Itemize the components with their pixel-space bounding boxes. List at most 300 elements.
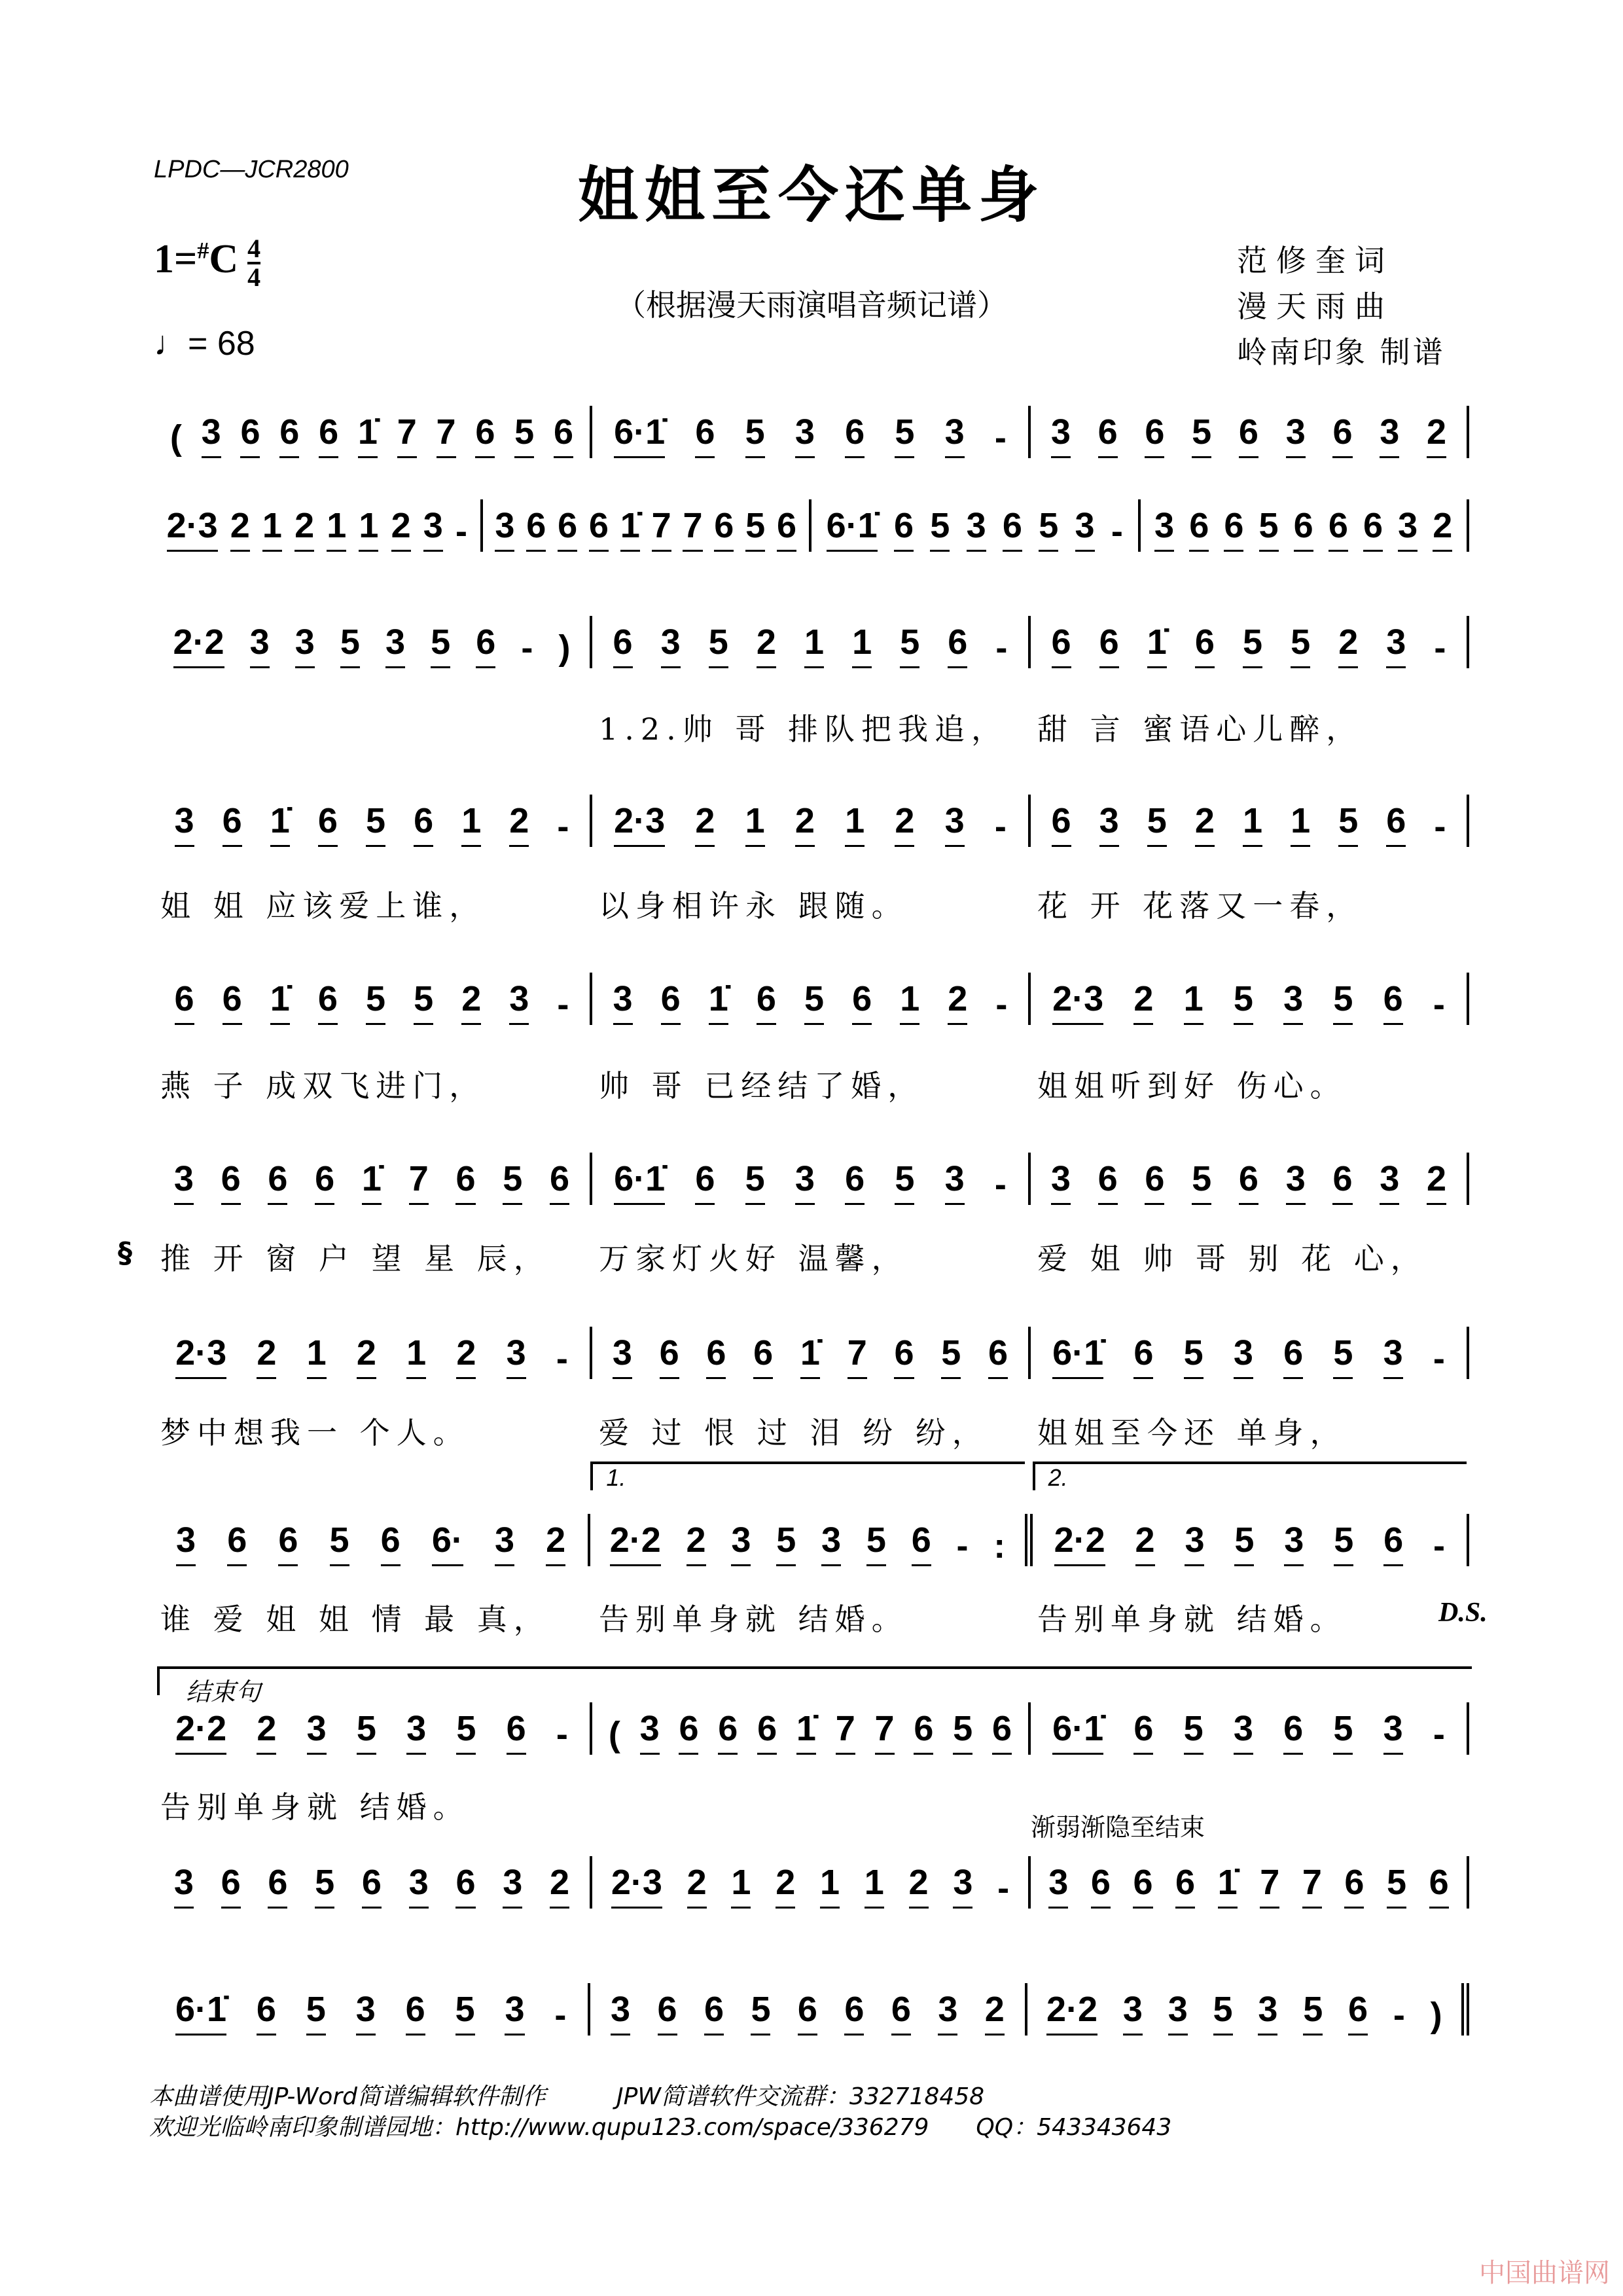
note: 1 xyxy=(307,1333,327,1379)
note: 6 xyxy=(777,505,796,552)
note: 3 xyxy=(1154,505,1174,552)
measure xyxy=(1031,1327,1469,1379)
note: 3 xyxy=(613,1333,632,1379)
note: 1 xyxy=(1243,800,1262,847)
tempo-marking: ♩= 68 xyxy=(154,325,255,363)
note: 1 xyxy=(820,1862,840,1909)
note: 5 xyxy=(340,622,360,668)
note: 6 xyxy=(1133,1333,1153,1379)
note: 3 xyxy=(175,800,194,847)
lyric-text: 告别单身就 结婚。 xyxy=(160,1789,470,1825)
note: - xyxy=(455,512,467,551)
note: 3 xyxy=(174,1862,194,1909)
measure xyxy=(1031,406,1469,458)
note: 6 xyxy=(1239,1158,1258,1205)
measure xyxy=(592,1856,1031,1909)
note: 3 xyxy=(295,622,315,668)
note: 6 xyxy=(1091,1862,1111,1909)
note: 1̇ xyxy=(1218,1862,1238,1909)
note: 6 xyxy=(660,1333,679,1379)
note: 3 xyxy=(945,412,965,458)
note: 6 xyxy=(753,1333,773,1379)
note: 3 xyxy=(1380,1158,1399,1205)
note: 5 xyxy=(366,800,385,847)
note: 6 xyxy=(475,412,495,458)
measure xyxy=(592,1702,1031,1755)
note: 6 xyxy=(1383,1520,1403,1566)
note: 6·1̇ xyxy=(614,1158,665,1205)
arranger-credit: 岭南印象 制谱 xyxy=(1237,334,1446,370)
note: 5 xyxy=(366,978,385,1025)
note: 5 xyxy=(709,622,728,668)
note: 1̇ xyxy=(620,505,640,552)
lyric-text: 梦中想我一 个人。 xyxy=(160,1415,470,1450)
measure xyxy=(154,1153,592,1205)
note: 6 xyxy=(381,1520,401,1566)
note: 6 xyxy=(706,1333,726,1379)
note: 5 xyxy=(900,622,919,668)
measure xyxy=(1027,1983,1469,2036)
time-denominator: 4 xyxy=(247,262,261,292)
note: 5 xyxy=(414,978,433,1025)
measure xyxy=(592,1153,1031,1205)
ending-bracket xyxy=(157,1666,1472,1706)
note: 5 xyxy=(1192,1158,1211,1205)
note: - xyxy=(554,1996,567,2035)
note: 3 xyxy=(1234,1708,1253,1755)
note: 2 xyxy=(687,1520,706,1566)
note: 3 xyxy=(1048,1862,1068,1909)
note: 3 xyxy=(356,1989,376,2036)
note: 5 xyxy=(776,1520,796,1566)
note: 5 xyxy=(1333,978,1353,1025)
note: 2 xyxy=(257,1708,276,1755)
note: 6 xyxy=(704,1989,724,2036)
note: 6 xyxy=(912,1520,931,1566)
note: 2 xyxy=(1135,1520,1155,1566)
lyrics-row xyxy=(154,1596,1469,1639)
staff-row xyxy=(154,1153,1469,1205)
measure xyxy=(1031,1153,1469,1205)
measure xyxy=(592,616,1031,668)
note: 6 xyxy=(455,1862,475,1909)
note: 6 xyxy=(757,1708,777,1755)
note: 6 xyxy=(1383,978,1403,1025)
note: 3 xyxy=(795,412,815,458)
note: 2 xyxy=(257,1333,276,1379)
measure xyxy=(592,795,1031,847)
note: 1 xyxy=(804,622,824,668)
note: 5 xyxy=(745,412,765,458)
note: 3 xyxy=(409,1862,429,1909)
segno-icon: § xyxy=(118,1236,132,1270)
note: - xyxy=(994,1165,1007,1204)
note: 6 xyxy=(1098,412,1118,458)
note: 5 xyxy=(330,1520,349,1566)
note: 5 xyxy=(456,1708,476,1755)
note: 2 xyxy=(550,1862,569,1909)
lyrics-row xyxy=(154,1062,1469,1105)
lyric-text: 谁 爱 姐 姐 情 最 真， xyxy=(160,1602,550,1637)
note: 3 xyxy=(250,622,270,668)
note: 6 xyxy=(558,505,577,552)
note: - xyxy=(556,1339,568,1378)
measure xyxy=(1031,1856,1469,1909)
note: 5 xyxy=(1147,800,1167,847)
note: 3 xyxy=(1258,1989,1277,2036)
note: ( xyxy=(169,418,182,457)
measure xyxy=(154,1327,592,1379)
lyric-text: 告别单身就 结婚。 xyxy=(599,1602,908,1637)
note: 6 xyxy=(315,1158,334,1205)
note: 2·2 xyxy=(1046,1989,1097,2036)
note: 3 xyxy=(1051,412,1071,458)
song-title: 姐姐至今还单身 xyxy=(577,160,1045,230)
lyric-text: 姐姐至今还 单身， xyxy=(1037,1415,1347,1450)
note: 6 xyxy=(1133,1862,1152,1909)
note: 5 xyxy=(1387,1862,1406,1909)
note: 2 xyxy=(230,505,250,552)
staff-row xyxy=(154,973,1469,1025)
lyric-text: 以身相许永 跟随。 xyxy=(599,888,908,924)
note: 6 xyxy=(1329,505,1348,552)
note: 6 xyxy=(362,1862,382,1909)
note: 3 xyxy=(1386,622,1406,668)
note: - xyxy=(1434,628,1446,668)
lyric-text: 爱 姐 帅 哥 别 花 心， xyxy=(1037,1241,1427,1276)
note: 1̇ xyxy=(709,978,728,1025)
note: 6 xyxy=(223,978,242,1025)
note: 6 xyxy=(894,505,914,552)
note: 5 xyxy=(1291,622,1310,668)
note: 6 xyxy=(240,412,260,458)
lyric-text: 1.2.帅 哥 排队把我追， xyxy=(599,711,1008,747)
measure xyxy=(592,406,1031,458)
note: 6 xyxy=(1386,800,1406,847)
note: 6· xyxy=(432,1520,463,1566)
note: 6 xyxy=(894,1333,914,1379)
note: 1̇ xyxy=(800,1333,820,1379)
note: 6 xyxy=(1294,505,1313,552)
note: 1 xyxy=(731,1862,751,1909)
note: - xyxy=(557,807,569,846)
note: 1 xyxy=(327,505,346,552)
note: 6 xyxy=(1224,505,1243,552)
note: 6 xyxy=(695,1158,715,1205)
footer-line-2: 欢迎光临岭南印象制谱园地：http://www.qupu123.com/space/336279 QQ：543343643 xyxy=(149,2114,1172,2141)
note: 3 xyxy=(1185,1520,1204,1566)
measure xyxy=(154,616,592,668)
note: 1̇ xyxy=(796,1708,816,1755)
measure xyxy=(592,1327,1031,1379)
measure xyxy=(590,1464,1032,1566)
lyric-text: 姐 姐 应该爱上谁， xyxy=(160,888,486,924)
note: 3 xyxy=(503,1862,522,1909)
note: 5 xyxy=(455,1989,475,2036)
note: - xyxy=(997,1869,1010,1908)
note: 6 xyxy=(1099,622,1119,668)
staff-row xyxy=(154,1702,1469,1755)
staff-row xyxy=(154,1856,1469,1909)
note: 5 xyxy=(1333,1708,1353,1755)
dal-segno-mark: D.S. xyxy=(1438,1598,1488,1628)
note: 6 xyxy=(714,505,734,552)
measure xyxy=(590,1983,1027,2036)
note: 6 xyxy=(1348,1989,1368,2036)
note: 5 xyxy=(1259,505,1279,552)
note: 5 xyxy=(751,1989,770,2036)
note: 3 xyxy=(385,622,405,668)
note: 5 xyxy=(357,1708,376,1755)
note: 7 xyxy=(1302,1862,1322,1909)
note: 2 xyxy=(985,1989,1005,2036)
note: 6 xyxy=(257,1989,276,2036)
note: - xyxy=(994,807,1007,846)
lyric-text: 花 开 花落又一春， xyxy=(1037,888,1363,924)
lyric-text: 燕 子 成双飞进门， xyxy=(160,1068,486,1103)
note: 3 xyxy=(423,505,443,552)
note: 6 xyxy=(852,978,872,1025)
note: 2·2 xyxy=(610,1520,661,1566)
note: 5 xyxy=(1039,505,1058,552)
note: 2 xyxy=(1195,800,1215,847)
lyric-text: 甜 言 蜜语心儿醉， xyxy=(1037,711,1363,747)
note: 5 xyxy=(1243,622,1262,668)
note: 6 xyxy=(221,1158,241,1205)
note: 6 xyxy=(757,978,776,1025)
note: 6 xyxy=(679,1708,698,1755)
note: 6 xyxy=(1195,622,1215,668)
footer-line-1: 本曲谱使用JP-Word简谱编辑软件制作 JPW简谱软件交流群：332718458 xyxy=(149,2083,985,2110)
note: 7 xyxy=(836,1708,855,1755)
note: 2 xyxy=(391,505,411,552)
lyric-text: 万家灯火好 温馨， xyxy=(599,1241,908,1276)
note: 6 xyxy=(695,412,715,458)
note: 1̇ xyxy=(270,800,290,847)
note: 6 xyxy=(406,1989,425,2036)
note: 6·1̇ xyxy=(1052,1708,1103,1755)
note: 3 xyxy=(613,978,633,1025)
note: 2·3 xyxy=(167,505,218,552)
note: - xyxy=(1433,1339,1445,1378)
note: 5 xyxy=(1234,1520,1254,1566)
note: 6 xyxy=(175,978,194,1025)
measure xyxy=(483,499,812,552)
note: 2 xyxy=(509,800,529,847)
note: 5 xyxy=(930,505,950,552)
note: 3 xyxy=(821,1520,841,1566)
note: 6 xyxy=(1098,1158,1118,1205)
note: 6 xyxy=(1145,412,1164,458)
lyric-text: 姐姐听到好 伤心。 xyxy=(1037,1068,1347,1103)
measure xyxy=(1033,1464,1469,1566)
sharp-icon: # xyxy=(197,237,209,264)
ending-label: 结束句 xyxy=(186,1677,261,1706)
note: 3 xyxy=(202,412,221,458)
note: 2 xyxy=(795,800,815,847)
note: 5 xyxy=(1192,412,1211,458)
note: 6 xyxy=(318,800,338,847)
note: 6 xyxy=(319,412,338,458)
note: 2 xyxy=(1133,978,1153,1025)
note: 6 xyxy=(613,622,633,668)
note: 5 xyxy=(745,505,765,552)
note: 6 xyxy=(221,1862,241,1909)
note: 3 xyxy=(406,1708,426,1755)
note: 2 xyxy=(757,622,776,668)
measure xyxy=(1031,795,1469,847)
note: - xyxy=(1434,807,1446,846)
note: 6 xyxy=(1003,505,1022,552)
note: 6 xyxy=(550,1158,569,1205)
measure xyxy=(154,973,592,1025)
note: 2 xyxy=(456,1333,476,1379)
note: 3 xyxy=(945,800,965,847)
lyricist-credit: 范修奎词 xyxy=(1237,243,1394,278)
note: : xyxy=(993,1526,1006,1566)
measure xyxy=(1031,616,1469,668)
note: 6 xyxy=(914,1708,933,1755)
measure xyxy=(592,973,1031,1025)
note: 2 xyxy=(1427,1158,1446,1205)
note: 3 xyxy=(661,622,681,668)
note: 7 xyxy=(683,505,702,552)
note: 6 xyxy=(1189,505,1209,552)
note: 5 xyxy=(1338,800,1358,847)
note: 2·3 xyxy=(1052,978,1103,1025)
lyric-text: 推 开 窗 户 望 星 辰， xyxy=(160,1241,550,1276)
note: 3 xyxy=(1383,1708,1403,1755)
note: 6 xyxy=(554,412,573,458)
note: 1 xyxy=(865,1862,884,1909)
note: 2 xyxy=(1427,412,1446,458)
note: 6 xyxy=(455,1158,475,1205)
note: 1 xyxy=(845,800,865,847)
note: 6 xyxy=(988,1333,1008,1379)
note: 5 xyxy=(953,1708,972,1755)
note: 6 xyxy=(845,412,865,458)
lyrics-row xyxy=(154,1784,1469,1827)
lyric-text: 告别单身就 结婚。 xyxy=(1037,1602,1347,1637)
note: 3 xyxy=(795,1158,815,1205)
note: 6 xyxy=(658,1989,677,2036)
note: 2·3 xyxy=(614,800,665,847)
note: 3 xyxy=(509,978,529,1025)
note: - xyxy=(521,628,533,668)
note: - xyxy=(556,1715,568,1754)
note: 7 xyxy=(652,505,671,552)
note: ) xyxy=(558,628,571,668)
score-code: LPDC—JCR2800 xyxy=(154,156,349,183)
staff-row xyxy=(154,1327,1469,1379)
note: 6 xyxy=(891,1989,911,2036)
note: 6 xyxy=(845,1158,865,1205)
note: - xyxy=(1433,1526,1446,1566)
note: 6 xyxy=(507,1708,526,1755)
note: 1̇ xyxy=(1147,622,1167,668)
measure xyxy=(154,499,483,552)
note: 1 xyxy=(900,978,919,1025)
note: 6 xyxy=(268,1862,287,1909)
note: 3 xyxy=(953,1862,972,1909)
note: 6 xyxy=(1145,1158,1164,1205)
note: - xyxy=(557,985,569,1024)
note: - xyxy=(1433,1715,1445,1754)
note: - xyxy=(995,628,1008,668)
note: 6 xyxy=(1175,1862,1195,1909)
note: 7 xyxy=(875,1708,895,1755)
note: 3 xyxy=(640,1708,660,1755)
composer-credit: 漫天雨曲 xyxy=(1237,289,1394,324)
note: 3 xyxy=(1286,412,1306,458)
note: 3 xyxy=(1099,800,1119,847)
note: 3 xyxy=(1234,1333,1253,1379)
note: 3 xyxy=(1168,1989,1188,2036)
note: 2 xyxy=(1338,622,1358,668)
note: 2 xyxy=(687,1862,707,1909)
note: 5 xyxy=(941,1333,961,1379)
staff-row xyxy=(154,1464,1469,1566)
note: 3 xyxy=(1383,1333,1403,1379)
note: 5 xyxy=(315,1862,334,1909)
note: 6 xyxy=(1344,1862,1364,1909)
time-numerator: 4 xyxy=(247,234,261,263)
note: - xyxy=(1393,1996,1405,2035)
lyric-text: 帅 哥 已经结了婚， xyxy=(599,1068,925,1103)
note: - xyxy=(1111,512,1123,551)
lyrics-row xyxy=(154,706,1469,749)
note: 6 xyxy=(718,1708,738,1755)
note: 3 xyxy=(505,1989,524,2036)
note: 5 xyxy=(1234,978,1253,1025)
note: 2·3 xyxy=(175,1333,226,1379)
note: 6 xyxy=(661,978,681,1025)
subtitle: （根据漫天雨演唱音频记谱） xyxy=(616,287,1007,323)
note: 5 xyxy=(503,1158,522,1205)
note: 1 xyxy=(852,622,872,668)
note: - xyxy=(995,985,1008,1024)
note: 1 xyxy=(406,1333,426,1379)
note: 6 xyxy=(844,1989,864,2036)
volta-bracket-2: 2. xyxy=(1033,1462,1467,1490)
note: 1̇ xyxy=(270,978,290,1025)
note: 6 xyxy=(1429,1862,1449,1909)
key-label: 1= xyxy=(154,237,198,282)
note: 6 xyxy=(589,505,609,552)
measure xyxy=(154,406,592,458)
note: 5 xyxy=(431,622,450,668)
staff-row xyxy=(154,1983,1469,2036)
note: 2 xyxy=(695,800,715,847)
note: 2·2 xyxy=(1054,1520,1105,1566)
note: 7 xyxy=(397,412,417,458)
note: 6 xyxy=(279,412,299,458)
fade-annotation: 渐弱渐隐至结束 xyxy=(1031,1813,1205,1842)
note: 2·3 xyxy=(611,1862,662,1909)
note: 6 xyxy=(1332,1158,1352,1205)
measure xyxy=(154,1983,590,2036)
note: 7 xyxy=(847,1333,867,1379)
measure xyxy=(154,1702,592,1755)
staff-row xyxy=(154,616,1469,668)
measure xyxy=(1031,1702,1469,1755)
note: 3 xyxy=(945,1158,965,1205)
lyrics-row xyxy=(154,882,1469,925)
note: 6·1̇ xyxy=(175,1989,226,2036)
note: ( xyxy=(608,1715,620,1754)
note: - xyxy=(994,418,1007,457)
note: 6 xyxy=(414,800,433,847)
